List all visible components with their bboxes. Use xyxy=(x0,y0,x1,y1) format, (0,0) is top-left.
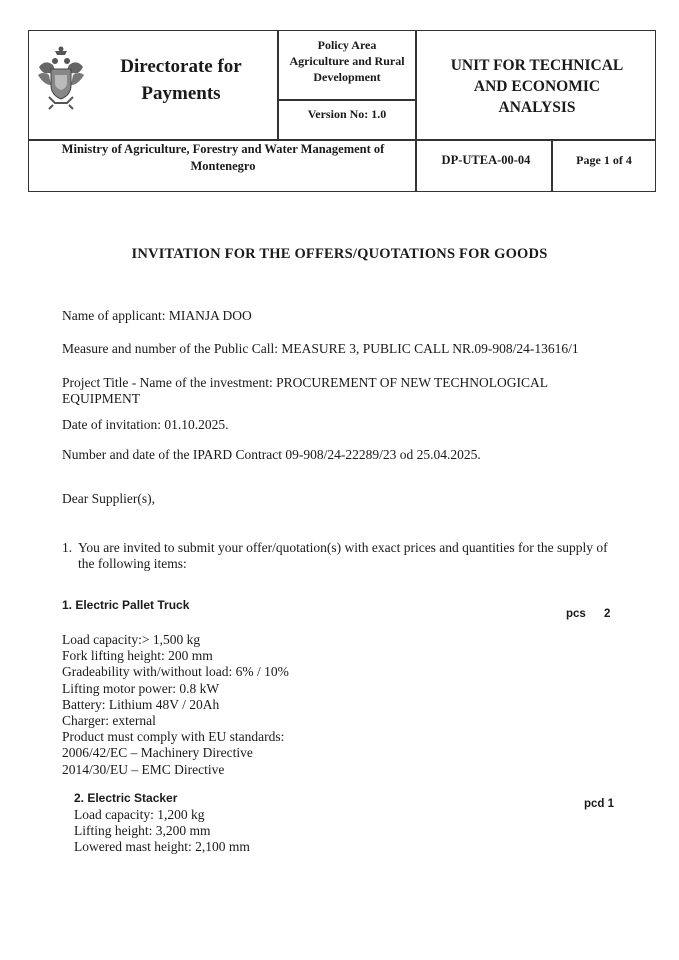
salutation: Dear Supplier(s), xyxy=(62,491,155,506)
spec-line: Fork lifting height: 200 mm xyxy=(62,648,213,664)
spec-line: Lowered mast height: 2,100 mm xyxy=(74,839,250,855)
item-1-quantity: 2 xyxy=(604,608,611,620)
spec-line: Charger: external xyxy=(62,713,156,729)
item-1-specs xyxy=(62,632,289,778)
page-number: Page 1 of 4 xyxy=(576,153,632,167)
ipard-contract: Number and date of the IPARD Contract 09-908/24-22289/23 od 25.04.2025. xyxy=(62,447,481,462)
document-code: DP-UTEA-00-04 xyxy=(441,153,531,167)
spec-line: 2014/30/EU – EMC Directive xyxy=(62,761,225,777)
spec-line: Lifting height: 3,200 mm xyxy=(74,823,211,839)
item-2-heading: 2. Electric Stacker xyxy=(74,791,178,805)
policy-area: Policy Area Agriculture and Rural Development xyxy=(289,38,405,84)
item-1-heading: 1. Electric Pallet Truck xyxy=(62,598,190,612)
applicant-name: Name of applicant: MIANJA DOO xyxy=(62,308,252,323)
spec-line: Gradeability with/without load: 6% / 10% xyxy=(62,664,289,680)
version-number: Version No: 1.0 xyxy=(307,107,387,121)
document-header xyxy=(28,30,656,192)
project-title: Project Title - Name of the investment: PROCUREMENT OF NEW TECHNOLOGICAL EQUIPMENT xyxy=(62,375,548,406)
spec-line: Battery: Lithium 48V / 20Ah xyxy=(62,696,220,712)
unit-title: UNIT FOR TECHNICAL AND ECONOMIC ANALYSIS xyxy=(450,57,624,116)
spec-line: Load capacity:> 1,500 kg xyxy=(62,632,201,647)
spec-line: 2006/42/EC – Machinery Directive xyxy=(62,745,253,761)
directorate-title: Directorate for Payments xyxy=(120,56,242,104)
invitation-date: Date of invitation: 01.10.2025. xyxy=(62,417,229,432)
montenegro-coat-of-arms-icon xyxy=(35,45,87,111)
spec-line: Lifting motor power: 0.8 kW xyxy=(62,680,220,696)
item-1-unit: pcs xyxy=(566,608,586,620)
item-2-quantity: pcd 1 xyxy=(584,798,615,810)
page-title: INVITATION FOR THE OFFERS/QUOTATIONS FOR GOODS xyxy=(131,246,548,262)
item-2-specs xyxy=(74,807,250,856)
spec-line: Product must comply with EU standards: xyxy=(62,729,285,745)
intro-number: 1. xyxy=(62,540,73,555)
intro-paragraph: You are invited to submit your offer/quotation(s) with exact prices and quantities for the supply of the following items: xyxy=(78,540,608,571)
spec-line: Load capacity: 1,200 kg xyxy=(74,807,205,822)
public-call-measure: Measure and number of the Public Call: MEASURE 3, PUBLIC CALL NR.09-908/24-13616/1 xyxy=(62,341,579,356)
ministry-name: Ministry of Agriculture, Forestry and Water Management of Montenegro xyxy=(61,142,385,173)
